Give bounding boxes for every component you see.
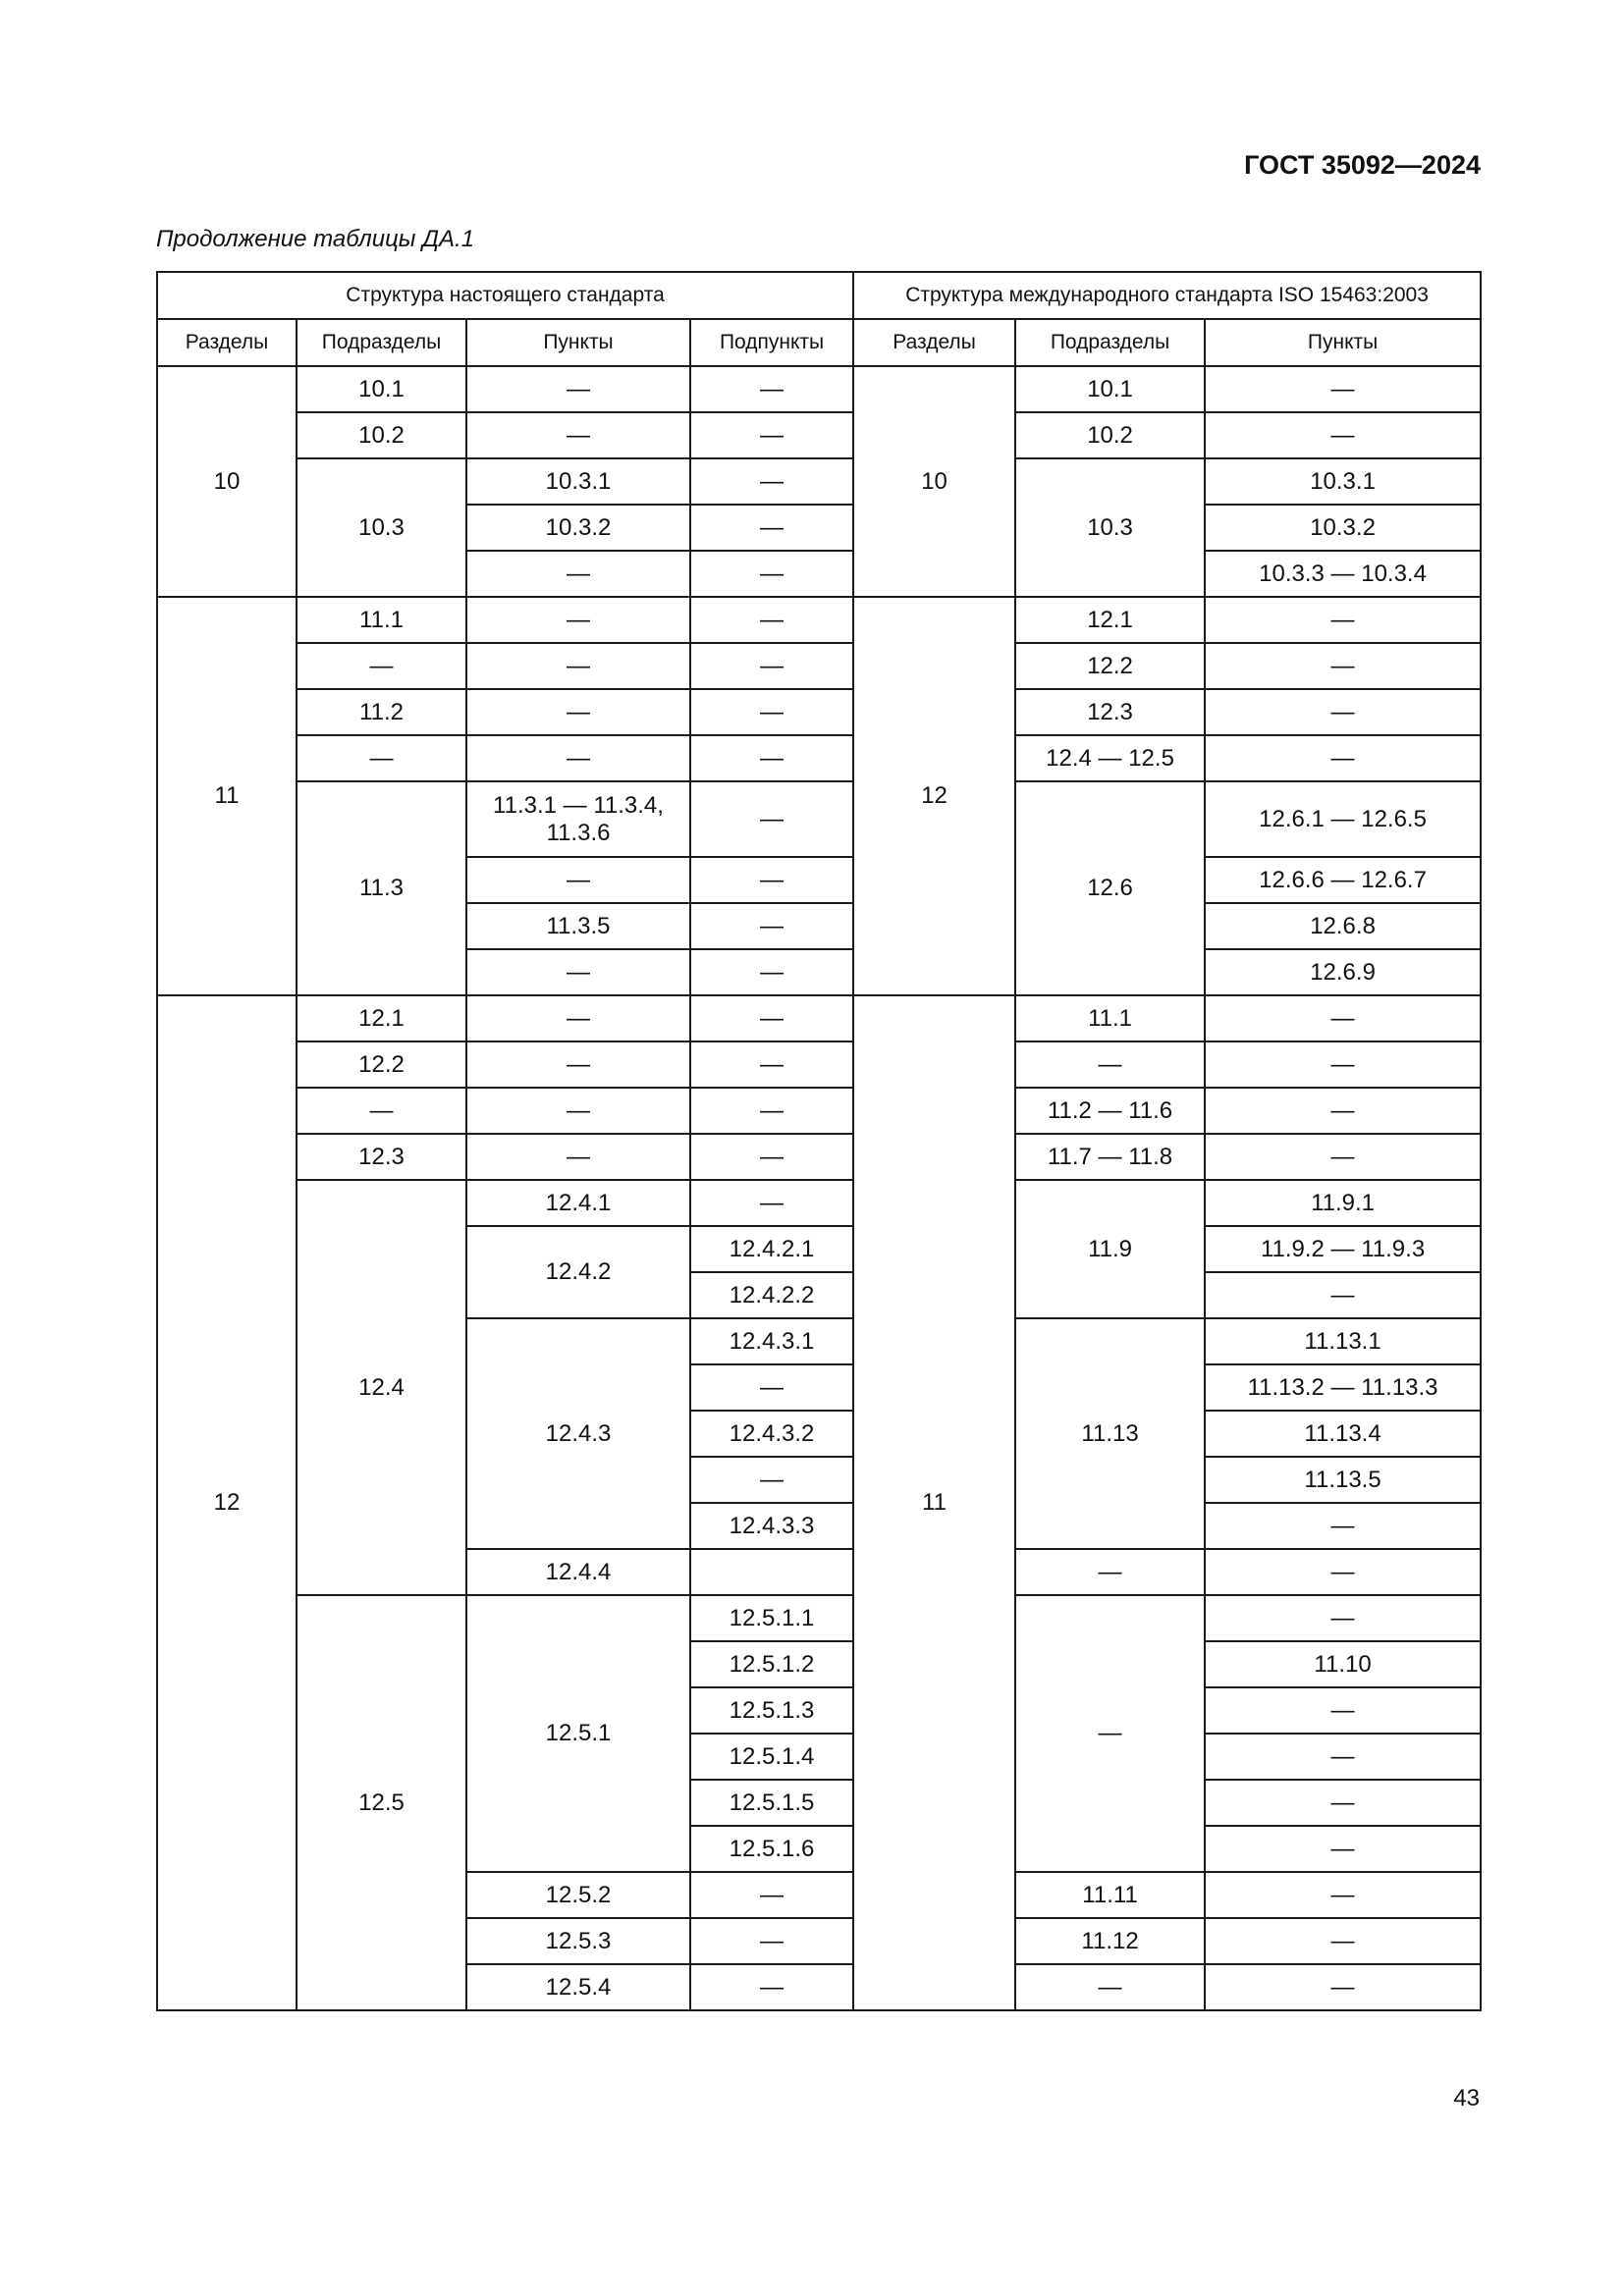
subitem-cell: —: [690, 551, 853, 597]
subitem-cell: —: [690, 505, 853, 551]
intl-subsection-cell: 11.1: [1015, 995, 1205, 1041]
intl-subsection-cell: 12.3: [1015, 689, 1205, 735]
item-cell: 12.5.2: [466, 1872, 690, 1918]
intl-item-cell: —: [1205, 643, 1481, 689]
intl-item-cell: —: [1205, 412, 1481, 458]
subitem-cell: 12.5.1.5: [690, 1780, 853, 1826]
intl-item-cell: —: [1205, 1780, 1481, 1826]
subitem-cell: —: [690, 597, 853, 643]
item-cell: 12.5.1: [466, 1595, 690, 1872]
intl-subsection-cell: 10.2: [1015, 412, 1205, 458]
item-line-2: 11.3.6: [546, 819, 611, 846]
subitem-cell: —: [690, 781, 853, 857]
intl-item-cell: —: [1205, 1964, 1481, 2010]
item-cell: —: [466, 995, 690, 1041]
item-cell: 12.4.3: [466, 1318, 690, 1549]
intl-subsection-cell: 12.1: [1015, 597, 1205, 643]
section-cell: 10: [157, 366, 297, 597]
table-row: [157, 1134, 1481, 1180]
subitem-cell: —: [690, 1918, 853, 1964]
standard-number: ГОСТ 35092—2024: [1244, 150, 1481, 180]
subitem-cell: —: [690, 689, 853, 735]
intl-item-cell: —: [1205, 1918, 1481, 1964]
intl-item-cell: —: [1205, 1272, 1481, 1318]
subitem-cell: —: [690, 643, 853, 689]
intl-subsection-cell: —: [1015, 1964, 1205, 2010]
header-subsections: Подразделы: [297, 319, 466, 366]
item-cell: —: [466, 1134, 690, 1180]
intl-item-cell: 12.6.8: [1205, 903, 1481, 949]
table-row: [157, 689, 1481, 735]
subitem-cell: 12.4.3.1: [690, 1318, 853, 1364]
subitem-cell: 12.5.1.4: [690, 1734, 853, 1780]
table-row: [157, 1088, 1481, 1134]
intl-item-cell: —: [1205, 1134, 1481, 1180]
item-cell: 12.5.4: [466, 1964, 690, 2010]
intl-item-cell: —: [1205, 1872, 1481, 1918]
table-row: [157, 781, 1481, 857]
subsection-cell: 12.2: [297, 1041, 466, 1088]
intl-subsection-cell: 12.4 — 12.5: [1015, 735, 1205, 781]
header-sections: Разделы: [157, 319, 297, 366]
intl-item-cell: —: [1205, 1826, 1481, 1872]
item-cell: —: [466, 857, 690, 903]
intl-item-cell: —: [1205, 1687, 1481, 1734]
intl-subsection-cell: 11.11: [1015, 1872, 1205, 1918]
intl-item-cell: —: [1205, 1734, 1481, 1780]
intl-item-cell: —: [1205, 366, 1481, 412]
subsection-cell: 12.1: [297, 995, 466, 1041]
intl-subsection-cell: 11.2 — 11.6: [1015, 1088, 1205, 1134]
intl-item-cell: 11.13.4: [1205, 1411, 1481, 1457]
item-cell: 11.3.5: [466, 903, 690, 949]
item-line-1: 11.3.1 — 11.3.4,: [493, 791, 664, 819]
intl-subsection-cell: —: [1015, 1549, 1205, 1595]
subsection-cell: 12.4: [297, 1180, 466, 1595]
subitem-cell: 12.5.1.2: [690, 1641, 853, 1687]
intl-item-cell: 12.6.1 — 12.6.5: [1205, 781, 1481, 857]
intl-subsection-cell: 11.7 — 11.8: [1015, 1134, 1205, 1180]
header-items: Пункты: [466, 319, 690, 366]
section-cell: 12: [157, 995, 297, 2010]
item-cell: —: [466, 1041, 690, 1088]
intl-item-cell: 11.13.1: [1205, 1318, 1481, 1364]
subsection-cell: 10.3: [297, 458, 466, 597]
subitem-cell: —: [690, 1964, 853, 2010]
item-cell: —: [466, 1088, 690, 1134]
subitem-cell: —: [690, 995, 853, 1041]
table-row: [157, 597, 1481, 643]
intl-item-cell: —: [1205, 689, 1481, 735]
intl-item-cell: —: [1205, 1549, 1481, 1595]
header-items-intl: Пункты: [1205, 319, 1481, 366]
subsection-cell: 11.1: [297, 597, 466, 643]
intl-item-cell: —: [1205, 597, 1481, 643]
item-cell: —: [466, 412, 690, 458]
table-row: [157, 366, 1481, 412]
intl-item-cell: 10.3.3 — 10.3.4: [1205, 551, 1481, 597]
subsection-cell: 12.3: [297, 1134, 466, 1180]
item-cell: 10.3.1: [466, 458, 690, 505]
subitem-cell: —: [690, 1088, 853, 1134]
header-row-top: [157, 272, 1481, 319]
subitem-cell: —: [690, 1041, 853, 1088]
intl-item-cell: 10.3.2: [1205, 505, 1481, 551]
item-cell: —: [466, 551, 690, 597]
intl-item-cell: —: [1205, 735, 1481, 781]
subsection-cell: —: [297, 1088, 466, 1134]
item-cell: 12.5.3: [466, 1918, 690, 1964]
subsection-cell: —: [297, 643, 466, 689]
subitem-cell: —: [690, 903, 853, 949]
subsection-cell: —: [297, 735, 466, 781]
intl-subsection-cell: 10.3: [1015, 458, 1205, 597]
header-subitems: Подпункты: [690, 319, 853, 366]
intl-item-cell: —: [1205, 1041, 1481, 1088]
subitem-cell: —: [690, 1364, 853, 1411]
subitem-cell: —: [690, 366, 853, 412]
table-row: [157, 1180, 1481, 1226]
intl-item-cell: 11.9.1: [1205, 1180, 1481, 1226]
subitem-cell: —: [690, 857, 853, 903]
intl-subsection-cell: 12.6: [1015, 781, 1205, 995]
intl-subsection-cell: 12.2: [1015, 643, 1205, 689]
intl-section-cell: 10: [853, 366, 1015, 597]
subitem-cell: 12.5.1.3: [690, 1687, 853, 1734]
table-row: [157, 735, 1481, 781]
intl-subsection-cell: —: [1015, 1041, 1205, 1088]
subitem-cell: —: [690, 1457, 853, 1503]
item-cell: [466, 781, 690, 857]
table-row: [157, 643, 1481, 689]
subitem-cell: —: [690, 412, 853, 458]
subsection-cell: 10.2: [297, 412, 466, 458]
subitem-cell: 12.4.2.1: [690, 1226, 853, 1272]
item-cell: —: [466, 597, 690, 643]
item-cell: 12.4.4: [466, 1549, 690, 1595]
intl-subsection-cell: 11.9: [1015, 1180, 1205, 1318]
intl-subsection-cell: 11.12: [1015, 1918, 1205, 1964]
intl-item-cell: 11.13.2 — 11.13.3: [1205, 1364, 1481, 1411]
item-cell: —: [466, 366, 690, 412]
subitem-cell: [690, 1549, 853, 1595]
header-subsections-intl: Подразделы: [1015, 319, 1205, 366]
header-row-sub: [157, 319, 1481, 366]
item-cell: 12.4.2: [466, 1226, 690, 1318]
correspondence-table: [156, 271, 1482, 2011]
intl-item-cell: —: [1205, 1088, 1481, 1134]
item-cell: —: [466, 735, 690, 781]
intl-section-cell: 11: [853, 995, 1015, 2010]
subitem-cell: —: [690, 1180, 853, 1226]
item-cell: 10.3.2: [466, 505, 690, 551]
subsection-cell: 11.3: [297, 781, 466, 995]
item-cell: —: [466, 689, 690, 735]
subsection-cell: 10.1: [297, 366, 466, 412]
intl-item-cell: —: [1205, 995, 1481, 1041]
item-cell: 12.4.1: [466, 1180, 690, 1226]
item-cell: —: [466, 643, 690, 689]
intl-item-cell: 11.10: [1205, 1641, 1481, 1687]
table-row: [157, 412, 1481, 458]
intl-subsection-cell: —: [1015, 1595, 1205, 1872]
header-sections-intl: Разделы: [853, 319, 1015, 366]
subsection-cell: 12.5: [297, 1595, 466, 2010]
table-row: [157, 1041, 1481, 1088]
table-caption: Продолжение таблицы ДА.1: [156, 226, 475, 252]
subitem-cell: 12.5.1.1: [690, 1595, 853, 1641]
subitem-cell: —: [690, 1872, 853, 1918]
intl-item-cell: 11.9.2 — 11.9.3: [1205, 1226, 1481, 1272]
intl-item-cell: —: [1205, 1595, 1481, 1641]
subsection-cell: 11.2: [297, 689, 466, 735]
section-cell: 11: [157, 597, 297, 995]
page-number: 43: [1453, 2085, 1480, 2111]
subitem-cell: 12.5.1.6: [690, 1826, 853, 1872]
subitem-cell: —: [690, 1134, 853, 1180]
intl-item-cell: 11.13.5: [1205, 1457, 1481, 1503]
subitem-cell: 12.4.3.2: [690, 1411, 853, 1457]
intl-item-cell: 12.6.9: [1205, 949, 1481, 995]
table-row: [157, 458, 1481, 505]
subitem-cell: —: [690, 735, 853, 781]
subitem-cell: —: [690, 458, 853, 505]
intl-section-cell: 12: [853, 597, 1015, 995]
intl-item-cell: 10.3.1: [1205, 458, 1481, 505]
intl-subsection-cell: 11.13: [1015, 1318, 1205, 1549]
intl-subsection-cell: 10.1: [1015, 366, 1205, 412]
table-row: [157, 995, 1481, 1041]
item-cell: —: [466, 949, 690, 995]
header-national: Структура настоящего стандарта: [157, 272, 853, 319]
subitem-cell: —: [690, 949, 853, 995]
intl-item-cell: —: [1205, 1503, 1481, 1549]
header-international: Структура международного стандарта ISO 15463:2003: [853, 272, 1481, 319]
subitem-cell: 12.4.2.2: [690, 1272, 853, 1318]
table-row: [157, 1595, 1481, 1641]
intl-item-cell: 12.6.6 — 12.6.7: [1205, 857, 1481, 903]
subitem-cell: 12.4.3.3: [690, 1503, 853, 1549]
